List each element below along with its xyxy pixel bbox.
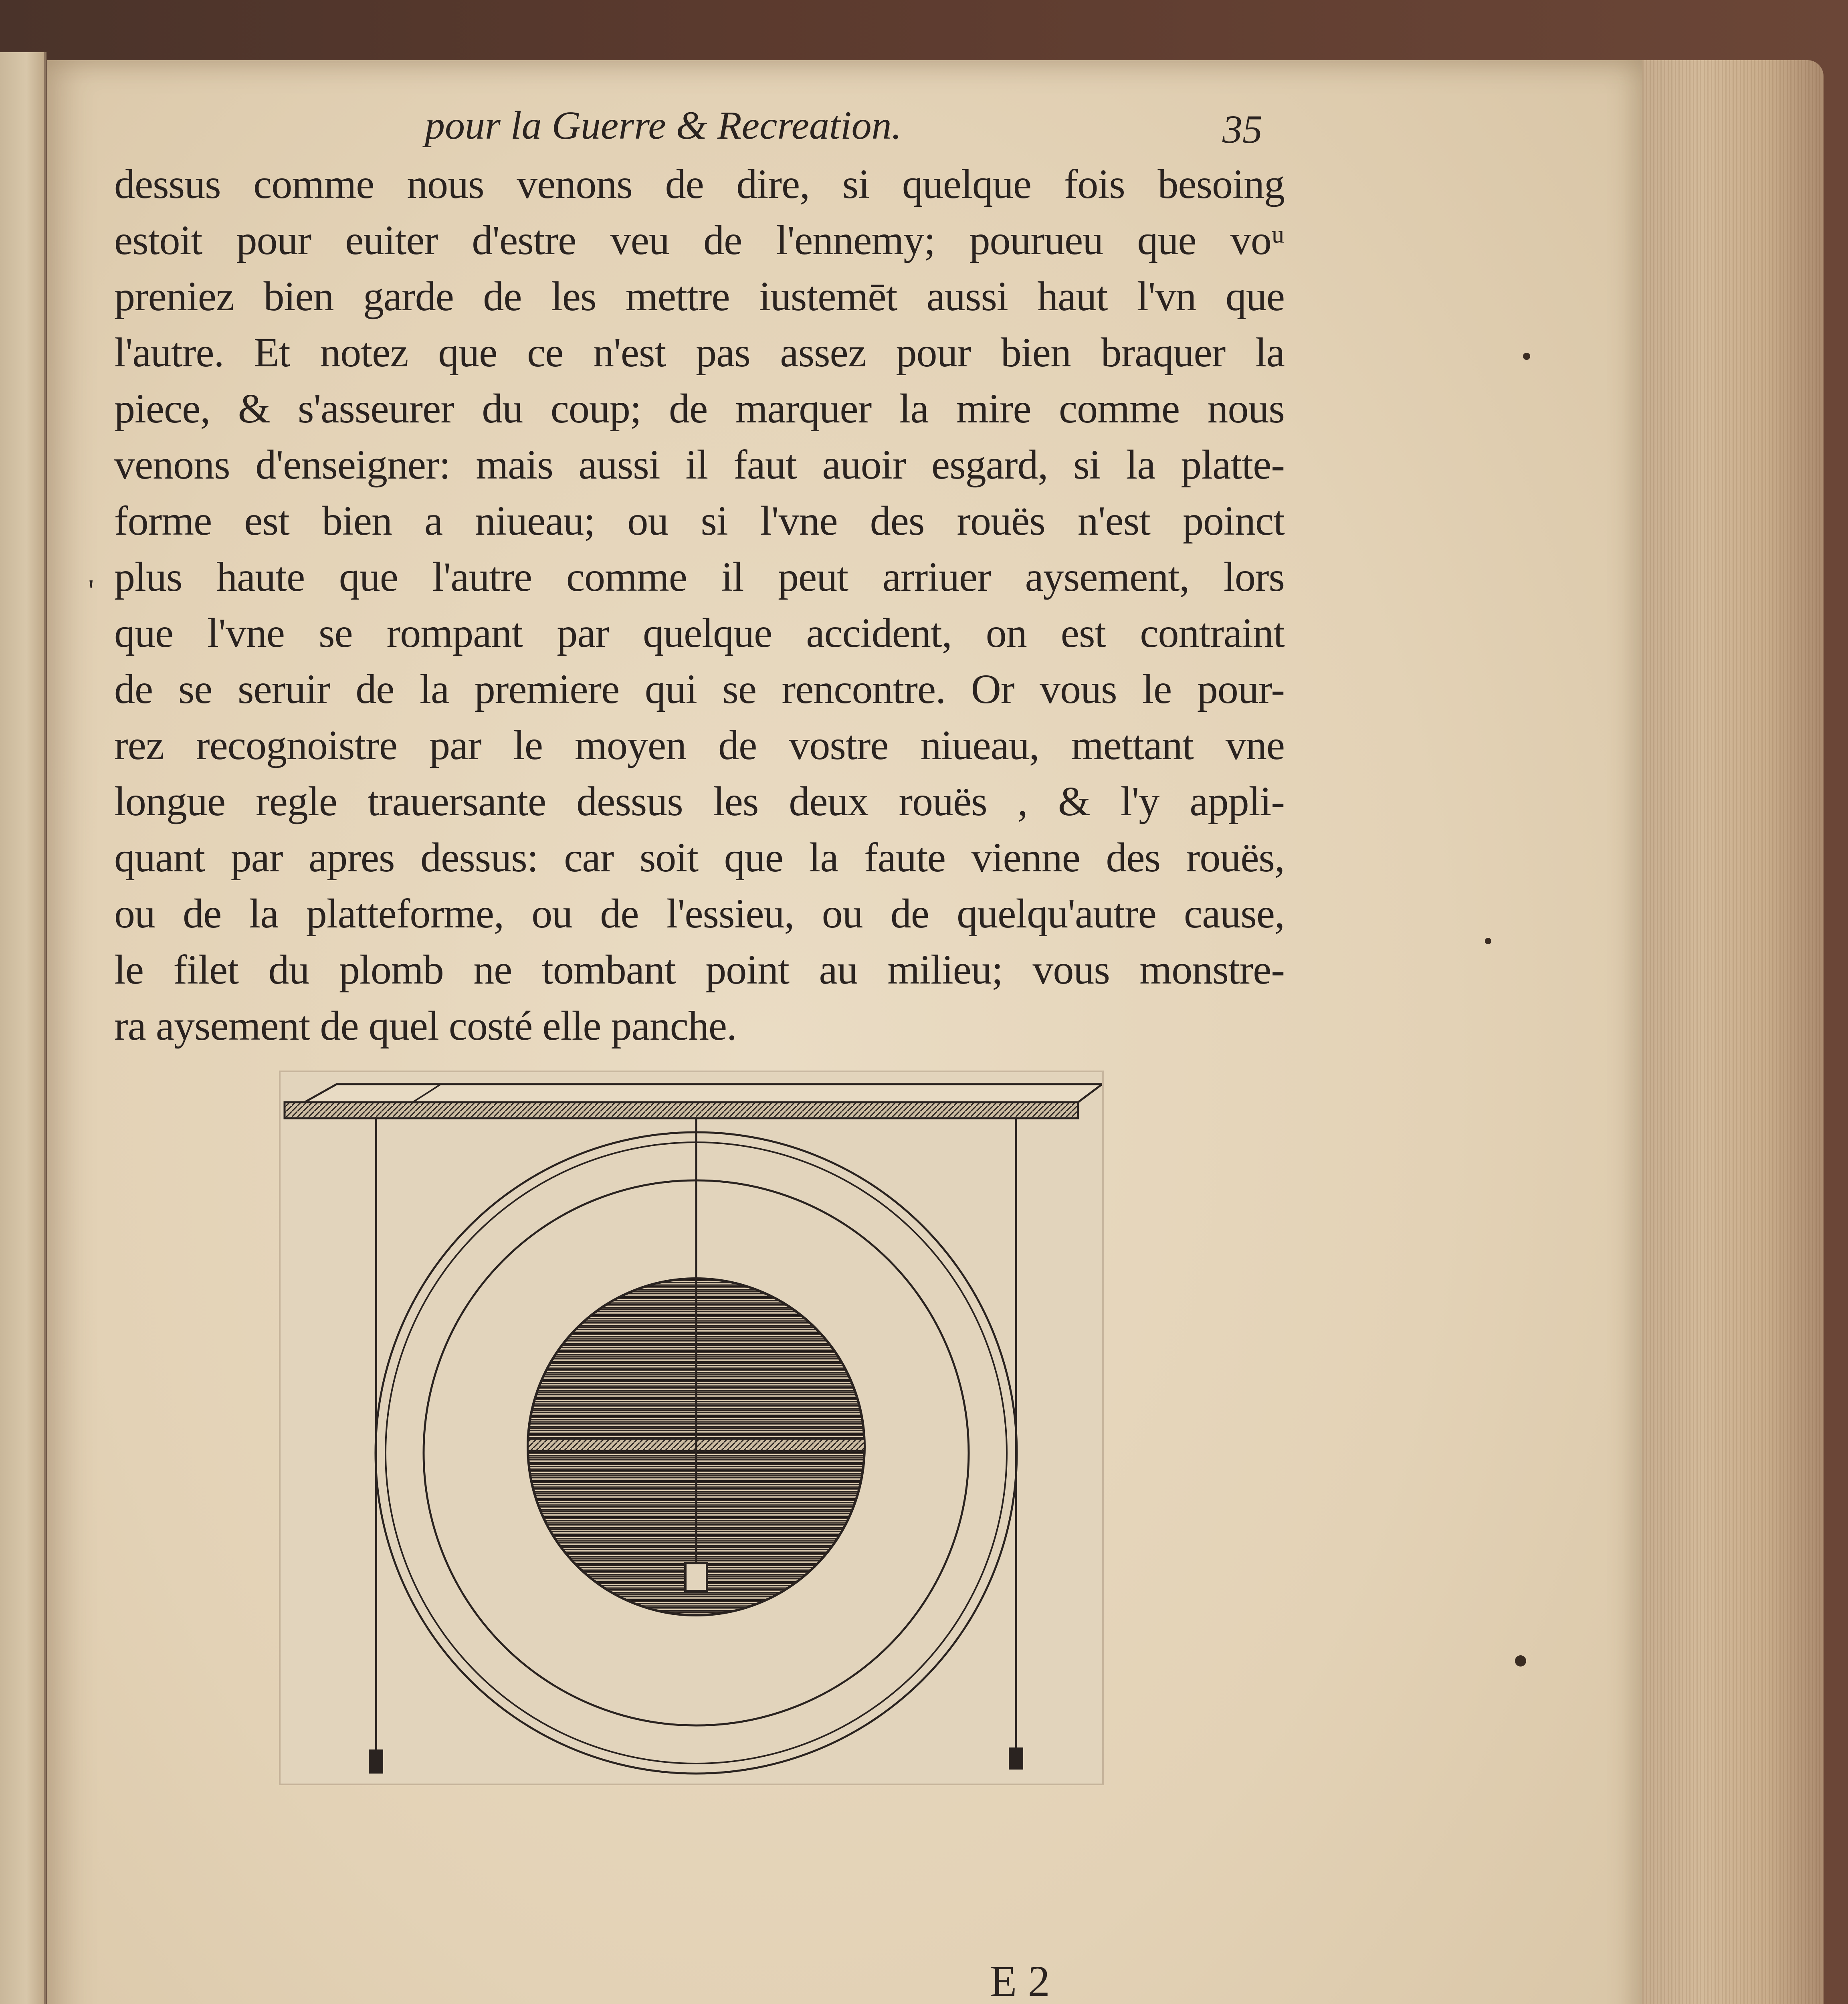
text-line: longue regle trauersante dessus les deux rouës , & l'y appli- [114, 778, 1285, 824]
margin-mark: ' [88, 574, 94, 609]
text-line: plus haute que l'autre comme il peut arriuer aysement, lors [114, 554, 1285, 600]
text-line: de se seruir de la premiere qui se rencontre. Or vous le pour- [114, 666, 1285, 712]
text-line: ra aysement de quel costé elle panche. [114, 1003, 737, 1049]
text-line: rez recognoistre par le moyen de vostre niueau, mettant vne [114, 722, 1285, 768]
text-line: dessus comme nous venons de dire, si quelque fois besoing [114, 161, 1285, 207]
running-head: pour la Guerre & Recreation. [425, 103, 902, 147]
level-engraving [281, 1072, 1102, 1784]
signature-mark: E 2 [990, 1957, 1050, 2004]
engraving-plate [281, 1072, 1102, 1784]
text-line: venons d'enseigner: mais aussi il faut auoir esgard, si la platte- [114, 442, 1285, 488]
ink-spot [1515, 1655, 1526, 1667]
body-text [114, 156, 1285, 1054]
text-line: piece, & s'asseurer du coup; de marquer la mire comme nous [114, 386, 1285, 432]
text-line: quant par apres dessus: car soit que la faute vienne des rouës, [114, 834, 1285, 881]
text-line: que l'vne se rompant par quelque accident, on est contraint [114, 610, 1285, 656]
text-line: le filet du plomb ne tombant point au milieu; vous monstre- [114, 947, 1285, 993]
text-line: preniez bien garde de les mettre iustemēt aussi haut l'vn que [114, 273, 1285, 319]
page-number: 35 [1222, 107, 1262, 152]
text-line: forme est bien a niueau; ou si l'vne des rouës n'est poinct [114, 498, 1285, 544]
ink-spot [1523, 353, 1530, 360]
text-line: ou de la platteforme, ou de l'essieu, ou de quelqu'autre cause, [114, 891, 1285, 937]
text-line: estoit pour euiter d'estre veu de l'ennemy; pourueu que voᵘ [114, 217, 1285, 263]
ink-spot [1485, 938, 1491, 944]
text-line: l'autre. Et notez que ce n'est pas assez pour bien braquer la [114, 329, 1285, 376]
page-fore-edge [1635, 60, 1824, 2004]
straight-edge [285, 1084, 1102, 1118]
left-page-edge [0, 52, 46, 2004]
